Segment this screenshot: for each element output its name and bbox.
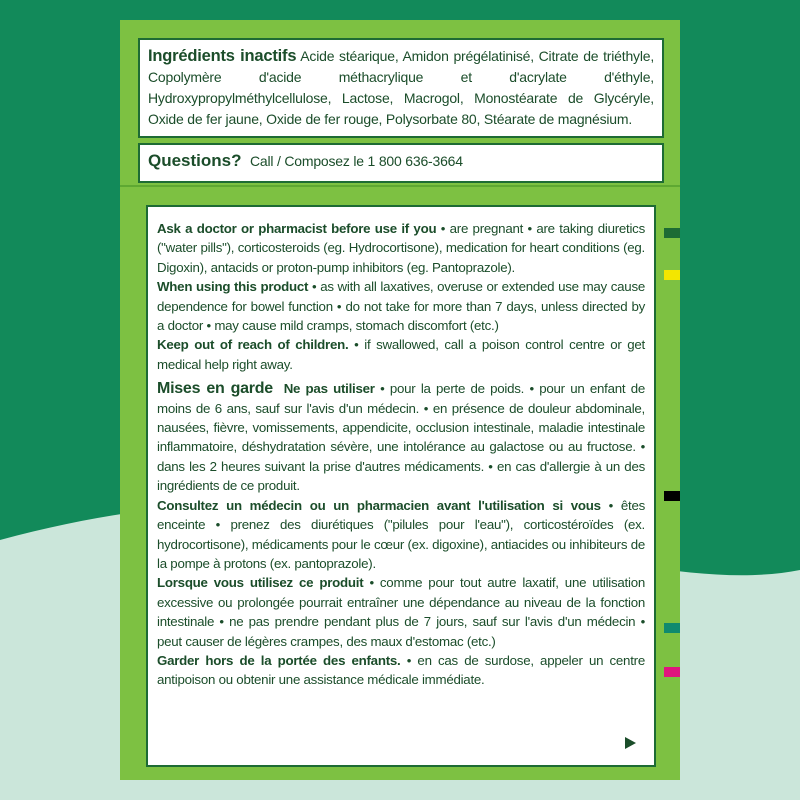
lorsque-heading: Lorsque vous utilisez ce produit	[157, 575, 364, 591]
mises-en-garde-title: Mises en garde	[157, 380, 273, 398]
triangle-right-icon	[625, 737, 636, 749]
garder-section	[157, 651, 645, 690]
questions-heading: Questions?	[148, 151, 242, 170]
panel-divider	[120, 185, 680, 187]
color-swatch-yellow	[664, 270, 680, 280]
color-swatch-teal	[664, 623, 680, 633]
consultez-text: • êtes enceinte • prenez des diurétiques ("pilules pour l'eau"), corticostéroïdes (ex. hydrocortisone), médicaments pour le cœur (ex. digoxine), antiacides ou inhibiteurs de la pompe à protons (ex. pantoprazole).	[157, 497, 645, 571]
consultez-heading: Consultez un médecin ou un pharmacien avant l'utilisation si vous	[157, 497, 601, 513]
when-using-heading: When using this product	[157, 279, 309, 295]
when-using-section	[157, 277, 645, 335]
questions-phone: Call / Composez le 1 800 636-3664	[249, 153, 463, 169]
color-swatch-black	[664, 491, 680, 501]
warnings-box	[146, 205, 656, 767]
ingredients-text: Acide stéarique, Amidon prégélatinisé, Citrate de triéthyle, Copolymère d'acide méthacrylique et d'acrylate d'éthyle, Hydroxypropylméthylcellulose, Lactose, Macrogol, Monostéarate de Glycéryle, Oxide de fer jaune, Oxide de fer rouge, Polysorbate 80, Stéarate de magnésium.	[148, 48, 655, 127]
ne-pas-utiliser-text: • pour la perte de poids. • pour un enfant de moins de 6 ans, sauf sur l'avis d'un médecin. • en présence de douleur abdominale, nausées, fièvre, vomissements, appendicite, occlusion intestinale, maladie intestinale inflammatoire, déshydratation sévère, une intolérance au galactose ou au fructose. • dans les 2 heures suivant la prise d'autres médicaments. • en cas d'allergie à un des ingrédients de ce produit.	[157, 381, 645, 494]
when-using-text: • as with all laxatives, overuse or extended use may cause dependence for bowel function • do not take for more than 7 days, unless directed by a doctor • may cause mild cramps, stomach discomfort (etc.)	[157, 279, 645, 334]
color-swatch-green	[664, 228, 680, 238]
keep-out-heading: Keep out of reach of children.	[157, 337, 349, 353]
ingredients-box	[138, 38, 664, 138]
consultez-section	[157, 496, 645, 574]
questions-box	[138, 143, 664, 183]
ne-pas-utiliser-heading: Ne pas utiliser	[283, 381, 375, 397]
ask-doctor-text: • are pregnant • are taking diuretics ("water pills"), corticosteroids (eg. Hydrocortisone), medication for heart conditions (eg. Digoxin), antacids or proton-pump inhibitors (eg. Pantoprazole).	[157, 221, 645, 275]
garder-heading: Garder hors de la portée des enfants.	[157, 652, 401, 668]
keep-out-section	[157, 335, 645, 374]
keep-out-text: • if swallowed, call a poison control centre or get medical help right away.	[157, 337, 645, 372]
ask-doctor-section	[157, 219, 645, 277]
ingredients-heading: Ingrédients inactifs	[148, 47, 297, 65]
lorsque-text: • comme pour tout autre laxatif, une utilisation excessive ou prolongée pourrait entraîner une dépendance au niveau de la fonction intestinale • ne pas prendre pendant plus de 7 jours, sauf sur l'avis d'un médecin • peut causer de légères crampes, des maux d'estomac (etc.)	[157, 575, 645, 649]
garder-text: • en cas de surdose, appeler un centre antipoison ou obtenir une assistance médicale immédiate.	[157, 652, 645, 688]
lorsque-section	[157, 573, 645, 651]
ne-pas-utiliser-section	[157, 379, 645, 495]
color-swatch-magenta	[664, 667, 680, 677]
ask-doctor-heading: Ask a doctor or pharmacist before use if you	[157, 221, 437, 236]
